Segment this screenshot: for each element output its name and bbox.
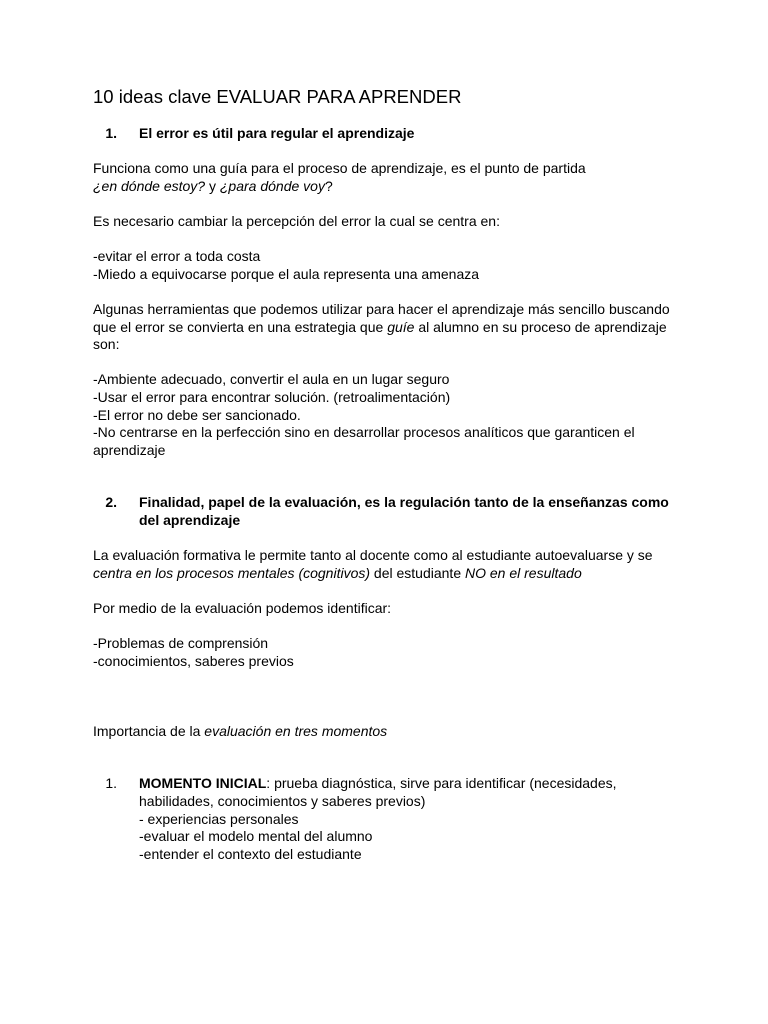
section1-number: 1. [105,125,117,141]
section1-para3-end: al alumno en su proceso de aprendizaje son: [93,318,667,353]
section2-para1 [93,547,678,582]
section1-bullet-b3: -No centrarse en la perfección sino en desarrollar procesos analíticos que garanticen el aprendizaje [93,424,635,458]
section2-bullet1: -conocimientos, saberes previos [93,652,294,669]
section1-bullet-a0: -evitar el error a toda costa [93,248,261,265]
section2-para2: Por medio de la evaluación podemos identificar: [93,599,392,616]
section2-para1-mid: del estudiante [370,564,465,581]
section1-para2: Es necesario cambiar la percepción del error la cual se centra en: [93,212,500,229]
section2-para1-em1: centra en los procesos mentales (cognitivos) [93,564,371,581]
section1-para1-end: ? [324,177,333,194]
importance-line [93,723,678,741]
section1-para3-em: guíe [387,318,415,335]
importance-em: evaluación en tres momentos [204,722,388,739]
moment-label: MOMENTO INICIAL [139,775,267,792]
section1-para1 [93,160,678,195]
section1-para3-start: Algunas herramientas que podemos utilizar para hacer el aprendizaje más sencillo buscando que el error se convierta en una estrategia que [93,300,670,335]
section2-heading-text: Finalidad, papel de la evaluación, es la regulación tanto de la enseñanzas como del aprendizaje [139,494,669,528]
section1-bullet-a1: -Miedo a equivocarse porque el aula representa una amenaza [93,265,480,282]
section1-bullet-b0: -Ambiente adecuado, convertir el aula en un lugar seguro [93,371,450,388]
moment-bullet0: - experiencias personales [139,810,299,827]
section2-heading [93,494,678,529]
section2-para1-em2: NO en el resultado [465,564,582,581]
moment-initial-item [93,775,678,863]
section2-bullet0: -Problemas de comprensión [93,635,269,652]
section1-para1-line1: Funciona como una guía para el proceso de aprendizaje, es el punto de partida [93,160,586,177]
moment-initial-body [139,775,678,863]
section1-para1-and: y [205,177,220,194]
section1-para1-q1: ¿en dónde estoy? [93,177,206,194]
section1-bullet-b1: -Usar el error para encontrar solución. (retroalimentación) [93,388,451,405]
moment-bullet1: -evaluar el modelo mental del alumno [139,828,373,845]
document-title: 10 ideas clave EVALUAR PARA APRENDER [93,86,462,107]
section1-heading [93,125,678,143]
moment-number: 1. [105,775,117,792]
moment-bullet2: -entender el contexto del estudiante [139,845,362,862]
importance-start: Importancia de la [93,722,205,739]
section2-number: 2. [105,494,117,511]
section1-heading-text: El error es útil para regular el aprendizaje [139,125,415,141]
section1-bullet-b2: -El error no debe ser sancionado. [93,406,301,423]
section2-para1-start: La evaluación formativa le permite tanto al docente como al estudiante autoevaluarse y se [93,547,653,564]
section1-para3 [93,301,678,354]
moment-desc: : prueba diagnóstica, sirve para identificar (necesidades, habilidades, conocimientos y saberes previos) [139,775,617,809]
section1-para1-q2: ¿para dónde voy [219,177,325,194]
